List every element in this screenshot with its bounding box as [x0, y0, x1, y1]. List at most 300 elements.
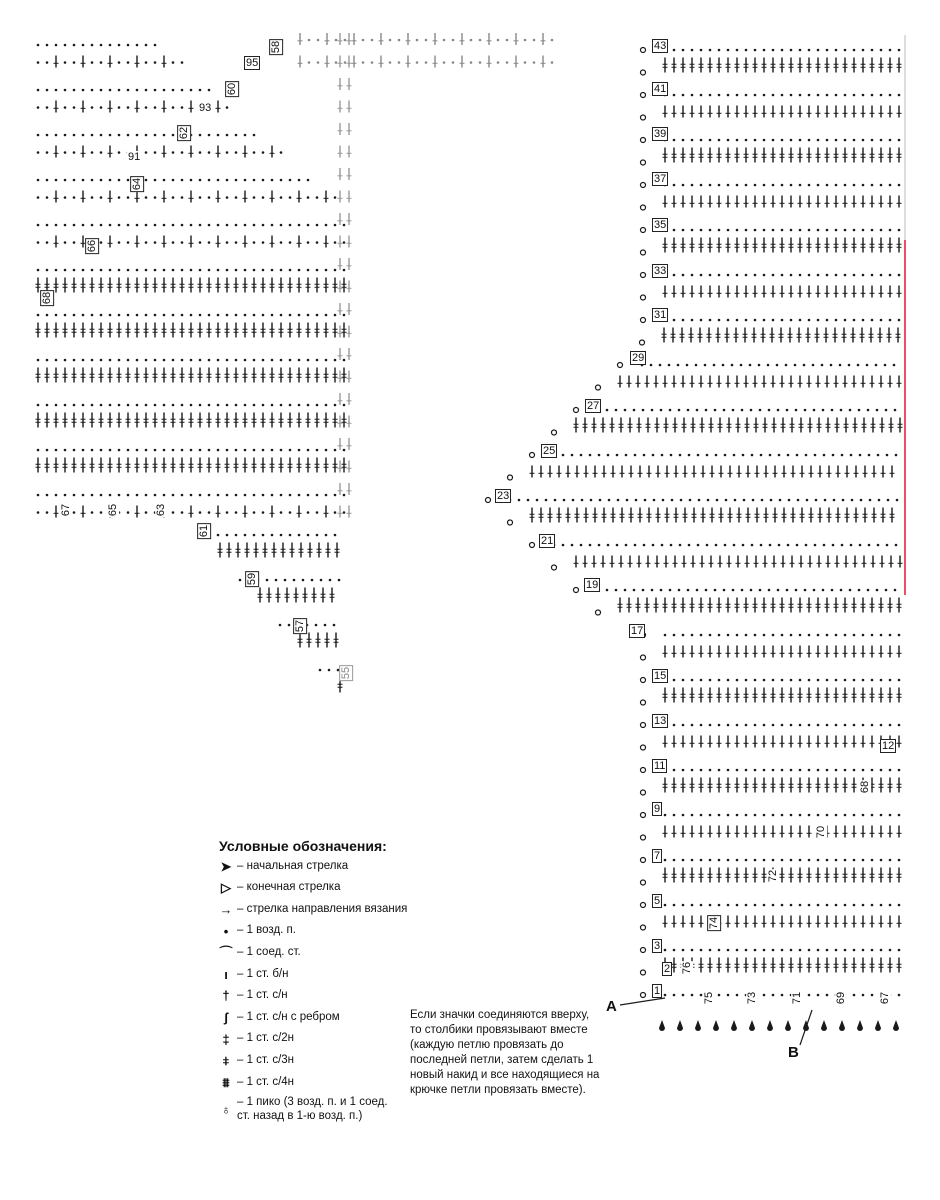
chain-dot: [736, 139, 739, 142]
chain-dot: [853, 679, 856, 682]
chain-dot: [760, 454, 763, 457]
chain-dot: [343, 359, 346, 362]
chain-dot: [452, 39, 455, 42]
chain-dot: [769, 544, 772, 547]
chain-dot: [244, 269, 247, 272]
chain-dot: [894, 589, 897, 592]
chain-dot: [289, 196, 292, 199]
chain-dot: [199, 224, 202, 227]
chain-dot: [253, 511, 256, 514]
chain-dot: [163, 494, 166, 497]
chain-dot: [778, 544, 781, 547]
chain-dot: [325, 359, 328, 362]
chain-dot: [736, 769, 739, 772]
chain-dot: [100, 404, 103, 407]
chain-dot: [362, 39, 365, 42]
chain-dot: [262, 404, 265, 407]
chain-dot: [887, 499, 890, 502]
chain-dot: [826, 814, 829, 817]
chain-dot: [644, 499, 647, 502]
chain-dot: [700, 229, 703, 232]
chain-dot: [727, 769, 730, 772]
chain-dot: [781, 229, 784, 232]
chain-dot: [895, 544, 898, 547]
chain-dot: [745, 184, 748, 187]
chain-dot: [823, 544, 826, 547]
chain-dot: [700, 274, 703, 277]
chain-dot: [118, 359, 121, 362]
chain-dot: [718, 319, 721, 322]
chain-dot: [706, 454, 709, 457]
chain-dot: [697, 544, 700, 547]
chain-dot: [682, 949, 685, 952]
chain-dot: [280, 179, 283, 182]
chain-dot: [64, 106, 67, 109]
chain-dot: [652, 544, 655, 547]
chain-dot: [700, 994, 703, 997]
chain-dot: [127, 269, 130, 272]
chain-dot: [91, 224, 94, 227]
row-label: 69: [835, 991, 848, 1005]
chain-dot: [889, 274, 892, 277]
chain-dot: [651, 409, 654, 412]
chain-dot: [799, 904, 802, 907]
chain-dot: [46, 196, 49, 199]
chain-dot: [733, 454, 736, 457]
chain-dot: [244, 534, 247, 537]
chain-dot: [235, 534, 238, 537]
chain-dot: [64, 151, 67, 154]
chain-dot: [154, 314, 157, 317]
picot-icon: [641, 70, 646, 75]
chain-dot: [898, 724, 901, 727]
chain-dot: [262, 151, 265, 154]
chain-dot: [589, 454, 592, 457]
chain-dot: [763, 724, 766, 727]
chain-dot: [790, 319, 793, 322]
picot-icon: [893, 1020, 899, 1031]
chain-dot: [127, 404, 130, 407]
chain-dot: [551, 39, 554, 42]
chain-dot: [73, 179, 76, 182]
chain-dot: [876, 409, 879, 412]
chain-dot: [732, 409, 735, 412]
chain-dot: [325, 224, 328, 227]
chain-dot: [518, 499, 521, 502]
chain-dot: [199, 134, 202, 137]
chain-dot: [73, 224, 76, 227]
chain-dot: [790, 94, 793, 97]
row-label: 1: [654, 985, 661, 997]
chain-dot: [808, 274, 811, 277]
chain-dot: [799, 724, 802, 727]
chain-dot: [118, 44, 121, 47]
chain-dot: [772, 724, 775, 727]
chain-dot: [844, 904, 847, 907]
chain-dot: [763, 184, 766, 187]
chain-dot: [812, 364, 815, 367]
picot-icon: [552, 565, 557, 570]
legend-item: [215, 880, 407, 896]
chain-dot: [289, 404, 292, 407]
chain-dot: [862, 994, 865, 997]
chain-dot: [713, 364, 716, 367]
chain-dot: [723, 409, 726, 412]
chain-dot-icon: •: [223, 923, 229, 939]
chain-dot: [885, 589, 888, 592]
chain-dot: [704, 364, 707, 367]
chain-dot: [831, 589, 834, 592]
row-label: 33: [654, 265, 667, 277]
chain-dot: [163, 314, 166, 317]
chain-dot: [91, 44, 94, 47]
chain-dot: [533, 39, 536, 42]
chain-dot: [633, 589, 636, 592]
chain-dot: [669, 409, 672, 412]
chain-dot: [307, 359, 310, 362]
chain-dot: [334, 404, 337, 407]
chain-dot: [871, 904, 874, 907]
chain-dot: [844, 49, 847, 52]
chain-dot: [127, 61, 130, 64]
chain-dot: [100, 134, 103, 137]
row-label: 23: [497, 490, 510, 502]
chain-dot: [398, 39, 401, 42]
chain-dot: [754, 814, 757, 817]
chain-dot: [127, 44, 130, 47]
chain-dot: [772, 94, 775, 97]
chain-dot: [898, 679, 901, 682]
chain-dot: [754, 319, 757, 322]
chain-dot: [136, 89, 139, 92]
chain-dot: [316, 404, 319, 407]
chain-dot: [127, 359, 130, 362]
chain-dot: [688, 544, 691, 547]
chain-dot: [880, 319, 883, 322]
chain-dot: [181, 151, 184, 154]
chain-dot: [235, 511, 238, 514]
chain-dot: [181, 359, 184, 362]
chain-dot: [682, 679, 685, 682]
chain-dot: [109, 134, 112, 137]
chain-dot: [817, 319, 820, 322]
chain-dot: [127, 494, 130, 497]
chain-dot: [64, 61, 67, 64]
chain-dot: [73, 449, 76, 452]
row-label: 27: [587, 400, 600, 412]
picot-icon: [640, 340, 645, 345]
chain-dot: [808, 184, 811, 187]
treble-crochet-icon: ‡: [222, 1031, 230, 1047]
chain-dot: [73, 196, 76, 199]
chain-dot: [118, 89, 121, 92]
chain-dot: [754, 634, 757, 637]
chain-dot: [754, 184, 757, 187]
chain-dot: [298, 269, 301, 272]
chain-dot: [100, 106, 103, 109]
chain-dot: [736, 94, 739, 97]
chain-dot: [804, 589, 807, 592]
chain-dot: [709, 184, 712, 187]
chain-dot: [691, 994, 694, 997]
chain-dot: [797, 499, 800, 502]
picot-icon: [508, 520, 513, 525]
chain-dot: [506, 61, 509, 64]
chain-dot: [55, 314, 58, 317]
chain-dot: [668, 364, 671, 367]
chain-dot: [398, 61, 401, 64]
legend-item: [215, 945, 407, 961]
chain-dot: [280, 196, 283, 199]
chain-dot: [706, 544, 709, 547]
chain-dot: [741, 589, 744, 592]
chain-dot: [745, 814, 748, 817]
chain-dot: [772, 139, 775, 142]
chain-dot: [328, 669, 331, 672]
picot-icon: [486, 498, 491, 503]
legend-title: Условные обозначения:: [219, 838, 387, 854]
chain-dot: [127, 106, 130, 109]
chain-dot: [772, 319, 775, 322]
chain-dot: [145, 44, 148, 47]
chain-dot: [808, 229, 811, 232]
chain-dot: [64, 44, 67, 47]
single-crochet-icon: ı: [224, 966, 228, 982]
chain-dot: [876, 589, 879, 592]
chain-dot: [100, 179, 103, 182]
chain-dot: [790, 139, 793, 142]
triple-treble-icon: ⩩: [222, 1074, 230, 1090]
chain-dot: [691, 94, 694, 97]
chain-dot: [127, 196, 130, 199]
chain-dot: [334, 494, 337, 497]
chain-dot: [898, 94, 901, 97]
chain-dot: [136, 404, 139, 407]
chain-dot: [109, 449, 112, 452]
chain-dot: [109, 224, 112, 227]
chain-dot: [682, 724, 685, 727]
chain-dot: [714, 589, 717, 592]
chain-dot: [752, 499, 755, 502]
chain-dot: [799, 634, 802, 637]
picot-icon: [641, 228, 646, 233]
chain-dot: [73, 134, 76, 137]
chain-dot: [736, 859, 739, 862]
chain-dot: [682, 904, 685, 907]
chain-dot: [136, 44, 139, 47]
row-label: 63: [155, 503, 168, 517]
marker-a: A: [606, 998, 617, 1015]
chain-dot: [691, 319, 694, 322]
chain-dot: [199, 314, 202, 317]
chain-dot: [118, 449, 121, 452]
chain-dot: [853, 184, 856, 187]
chain-dot: [781, 949, 784, 952]
chain-dot: [562, 544, 565, 547]
chain-dot: [109, 359, 112, 362]
chain-dot: [697, 454, 700, 457]
chain-dot: [808, 49, 811, 52]
chain-dot: [788, 499, 791, 502]
legend-item: [215, 1032, 407, 1048]
chain-dot: [844, 274, 847, 277]
chain-dot: [190, 449, 193, 452]
chain-dot: [235, 241, 238, 244]
chain-dot: [832, 454, 835, 457]
chain-dot: [768, 589, 771, 592]
chain-dot: [307, 534, 310, 537]
chain-dot: [718, 769, 721, 772]
chain-dot: [163, 89, 166, 92]
chain-dot: [799, 94, 802, 97]
chain-dot: [55, 404, 58, 407]
chain-dot: [181, 449, 184, 452]
chain-dot: [679, 544, 682, 547]
chain-dot: [898, 859, 901, 862]
chain-dot: [796, 544, 799, 547]
chain-dot: [625, 454, 628, 457]
chain-dot: [343, 241, 346, 244]
chain-dot: [199, 241, 202, 244]
chain-dot: [736, 49, 739, 52]
chain-dot: [244, 314, 247, 317]
chain-dot: [709, 229, 712, 232]
chain-dot: [763, 679, 766, 682]
chain-dot: [55, 359, 58, 362]
chain-dot: [624, 409, 627, 412]
chain-dot: [709, 814, 712, 817]
chain-dot: [806, 499, 809, 502]
chain-dot: [715, 544, 718, 547]
chain-dot: [55, 269, 58, 272]
chain-dot: [118, 61, 121, 64]
chain-dot: [172, 359, 175, 362]
picot-icon: [641, 723, 646, 728]
row-label: 59: [246, 572, 259, 586]
chain-dot: [709, 949, 712, 952]
picot-icon: [641, 768, 646, 773]
chain-dot: [763, 769, 766, 772]
chain-dot: [867, 409, 870, 412]
chain-dot: [235, 179, 238, 182]
chain-dot: [163, 269, 166, 272]
chain-dot: [727, 229, 730, 232]
chain-dot: [266, 579, 269, 582]
picot-icon: [574, 408, 579, 413]
row-label: 2: [664, 963, 671, 975]
chain-dot: [795, 409, 798, 412]
chain-dot: [163, 179, 166, 182]
chain-dot: [253, 179, 256, 182]
chain-dot: [470, 39, 473, 42]
chain-dot: [82, 404, 85, 407]
chain-dot: [154, 494, 157, 497]
chain-dot: [163, 224, 166, 227]
chain-dot: [803, 364, 806, 367]
picot-icon: [641, 948, 646, 953]
chain-dot: [745, 724, 748, 727]
chain-dot: [145, 224, 148, 227]
chain-dot: [727, 679, 730, 682]
chain-dot: [763, 904, 766, 907]
legend-label: – 1 соед. ст.: [237, 946, 301, 959]
chain-dot: [661, 544, 664, 547]
chain-dot: [799, 229, 802, 232]
chain-dot: [46, 449, 49, 452]
chain-dot: [208, 314, 211, 317]
chain-dot: [871, 184, 874, 187]
chain-dot: [284, 579, 287, 582]
chain-dot: [607, 454, 610, 457]
chain-dot: [862, 634, 865, 637]
chain-dot: [334, 196, 337, 199]
chain-dot: [841, 454, 844, 457]
chain-dot: [208, 404, 211, 407]
picot-icon: [731, 1020, 737, 1031]
chain-dot: [727, 634, 730, 637]
chain-dot: [217, 179, 220, 182]
chain-dot: [289, 224, 292, 227]
chain-dot: [871, 634, 874, 637]
chain-dot: [781, 994, 784, 997]
chain-dot: [808, 319, 811, 322]
chain-dot: [853, 229, 856, 232]
chain-dot: [64, 196, 67, 199]
chain-dot: [253, 314, 256, 317]
chain-dot: [163, 134, 166, 137]
row-label: 93: [199, 102, 212, 114]
chain-dot: [673, 769, 676, 772]
chain-dot: [736, 904, 739, 907]
chain-dot: [670, 544, 673, 547]
chain-dot: [826, 94, 829, 97]
chain-dot: [844, 769, 847, 772]
chain-dot: [682, 859, 685, 862]
chain-dot: [664, 634, 667, 637]
chain-dot: [718, 814, 721, 817]
chain-dot: [244, 134, 247, 137]
chain-dot: [727, 139, 730, 142]
chain-dot: [452, 61, 455, 64]
chain-dot: [700, 49, 703, 52]
chain-dot: [554, 499, 557, 502]
chain-dot: [335, 61, 338, 64]
legend-item: [215, 967, 407, 983]
chain-dot: [181, 61, 184, 64]
chain-dot: [709, 49, 712, 52]
chain-dot: [109, 179, 112, 182]
row-label: 3: [654, 940, 661, 952]
chain-dot: [315, 624, 318, 627]
chain-dot: [682, 769, 685, 772]
chain-dot: [154, 196, 157, 199]
chain-dot: [679, 454, 682, 457]
chain-dot: [334, 314, 337, 317]
chain-dot: [181, 179, 184, 182]
chain-dot: [82, 494, 85, 497]
chain-dot: [826, 769, 829, 772]
chain-dot: [886, 544, 889, 547]
row-label: 60: [226, 82, 239, 96]
chain-dot: [253, 404, 256, 407]
chain-dot: [572, 499, 575, 502]
chain-dot: [289, 269, 292, 272]
chain-dot: [673, 859, 676, 862]
picot-icon: [618, 363, 623, 368]
chain-dot: [262, 494, 265, 497]
chain-dot: [871, 859, 874, 862]
chain-dot: [172, 89, 175, 92]
